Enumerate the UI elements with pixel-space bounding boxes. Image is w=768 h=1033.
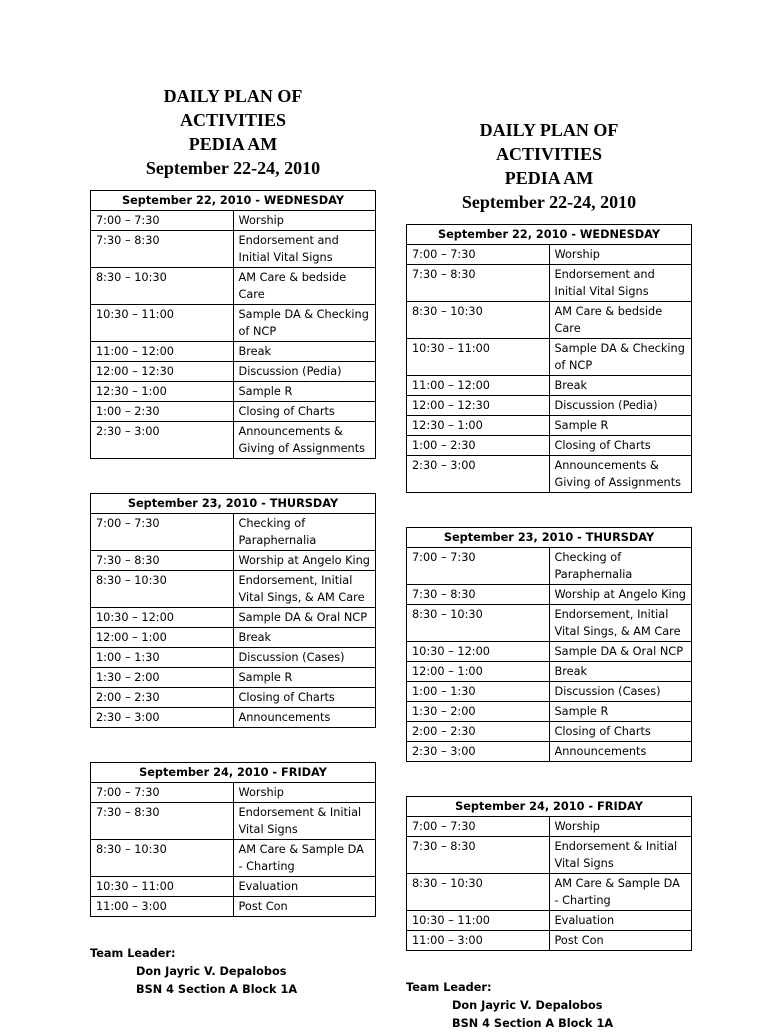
activity-cell: Sample R xyxy=(549,416,692,436)
activity-cell: Sample R xyxy=(549,702,692,722)
time-cell: 10:30 – 11:00 xyxy=(407,339,550,376)
activity-cell: Evaluation xyxy=(233,877,376,897)
activity-cell: Sample DA & Checking of NCP xyxy=(233,305,376,342)
table-row xyxy=(91,648,376,668)
time-cell: 12:30 – 1:00 xyxy=(91,382,234,402)
time-cell: 2:30 – 3:00 xyxy=(91,708,234,728)
activity-cell: Sample R xyxy=(233,668,376,688)
activity-cell: Discussion (Cases) xyxy=(549,682,692,702)
table-row xyxy=(407,396,692,416)
table-row xyxy=(91,628,376,648)
time-cell: 10:30 – 11:00 xyxy=(407,911,550,931)
activity-cell: Sample DA & Checking of NCP xyxy=(549,339,692,376)
table-row xyxy=(407,874,692,911)
table-row xyxy=(91,551,376,571)
table-row xyxy=(91,231,376,268)
time-cell: 8:30 – 10:30 xyxy=(407,302,550,339)
team-leader-block xyxy=(406,979,692,1033)
activity-cell: Worship at Angelo King xyxy=(549,585,692,605)
activity-cell: Endorsement and Initial Vital Signs xyxy=(233,231,376,268)
time-cell: 1:30 – 2:00 xyxy=(407,702,550,722)
table-row xyxy=(407,931,692,951)
table-row xyxy=(407,456,692,493)
table-row xyxy=(407,416,692,436)
team-leader-section: BSN 4 Section A Block 1A xyxy=(136,983,298,996)
activity-cell: Evaluation xyxy=(549,911,692,931)
table-row xyxy=(91,608,376,628)
team-leader-name: Don Jayric V. Depalobos xyxy=(136,965,287,978)
activity-cell: Post Con xyxy=(233,897,376,917)
day-title: September 22, 2010 - WEDNESDAY xyxy=(91,191,376,211)
activity-cell: Break xyxy=(549,376,692,396)
time-cell: 10:30 – 12:00 xyxy=(91,608,234,628)
team-leader-section: BSN 4 Section A Block 1A xyxy=(452,1017,614,1030)
document-heading xyxy=(406,118,692,214)
table-row xyxy=(91,840,376,877)
time-cell: 10:30 – 11:00 xyxy=(91,877,234,897)
activity-cell: Sample R xyxy=(233,382,376,402)
table-row xyxy=(91,688,376,708)
activity-cell: Closing of Charts xyxy=(549,722,692,742)
table-row xyxy=(91,402,376,422)
time-cell: 1:00 – 2:30 xyxy=(91,402,234,422)
table-row xyxy=(407,682,692,702)
activity-cell: Endorsement, Initial Vital Sings, & AM Care xyxy=(549,605,692,642)
schedule-table-wednesday xyxy=(406,224,692,493)
time-cell: 7:00 – 7:30 xyxy=(407,817,550,837)
activity-cell: Discussion (Cases) xyxy=(233,648,376,668)
day-title: September 24, 2010 - FRIDAY xyxy=(407,797,692,817)
schedule-table-thursday xyxy=(406,527,692,762)
document-heading xyxy=(90,84,376,180)
activity-cell: AM Care & bedside Care xyxy=(233,268,376,305)
team-leader-name: Don Jayric V. Depalobos xyxy=(452,999,603,1012)
heading-line-2: ACTIVITIES xyxy=(495,144,603,164)
time-cell: 7:30 – 8:30 xyxy=(91,803,234,840)
time-cell: 7:30 – 8:30 xyxy=(91,231,234,268)
activity-cell: Break xyxy=(549,662,692,682)
time-cell: 2:30 – 3:00 xyxy=(407,742,550,762)
activity-cell: Break xyxy=(233,628,376,648)
time-cell: 11:00 – 12:00 xyxy=(91,342,234,362)
time-cell: 8:30 – 10:30 xyxy=(407,605,550,642)
time-cell: 2:00 – 2:30 xyxy=(407,722,550,742)
activity-cell: Endorsement & Initial Vital Signs xyxy=(233,803,376,840)
table-row xyxy=(91,422,376,459)
heading-line-1: DAILY PLAN OF xyxy=(163,86,303,106)
heading-line-3: PEDIA AM xyxy=(504,168,594,188)
time-cell: 1:00 – 2:30 xyxy=(407,436,550,456)
table-row xyxy=(407,642,692,662)
table-row xyxy=(407,265,692,302)
table-row xyxy=(407,302,692,339)
time-cell: 8:30 – 10:30 xyxy=(91,571,234,608)
time-cell: 2:30 – 3:00 xyxy=(407,456,550,493)
activity-cell: Worship at Angelo King xyxy=(233,551,376,571)
activity-cell: Break xyxy=(233,342,376,362)
schedule-table-friday xyxy=(406,796,692,951)
time-cell: 7:30 – 8:30 xyxy=(91,551,234,571)
time-cell: 8:30 – 10:30 xyxy=(91,268,234,305)
table-row xyxy=(407,837,692,874)
day-title: September 23, 2010 - THURSDAY xyxy=(407,528,692,548)
activity-cell: Sample DA & Oral NCP xyxy=(549,642,692,662)
table-row xyxy=(407,339,692,376)
activity-cell: Worship xyxy=(233,783,376,803)
heading-line-3: PEDIA AM xyxy=(188,134,278,154)
activity-cell: AM Care & Sample DA - Charting xyxy=(549,874,692,911)
heading-line-2: ACTIVITIES xyxy=(179,110,287,130)
table-row xyxy=(407,605,692,642)
table-row xyxy=(91,783,376,803)
table-row xyxy=(407,436,692,456)
activity-cell: AM Care & Sample DA - Charting xyxy=(233,840,376,877)
activity-cell: Worship xyxy=(233,211,376,231)
activity-cell: Sample DA & Oral NCP xyxy=(233,608,376,628)
schedule-copy-left xyxy=(90,84,376,999)
table-row xyxy=(91,514,376,551)
time-cell: 1:00 – 1:30 xyxy=(91,648,234,668)
time-cell: 8:30 – 10:30 xyxy=(407,874,550,911)
table-row xyxy=(407,376,692,396)
table-row xyxy=(91,571,376,608)
activity-cell: Closing of Charts xyxy=(233,688,376,708)
time-cell: 7:00 – 7:30 xyxy=(91,211,234,231)
table-row xyxy=(407,742,692,762)
time-cell: 12:00 – 1:00 xyxy=(407,662,550,682)
schedule-table-friday xyxy=(90,762,376,917)
table-row xyxy=(91,668,376,688)
time-cell: 12:00 – 1:00 xyxy=(91,628,234,648)
table-row xyxy=(91,342,376,362)
day-title: September 23, 2010 - THURSDAY xyxy=(91,494,376,514)
table-row xyxy=(407,548,692,585)
table-row xyxy=(91,897,376,917)
time-cell: 2:00 – 2:30 xyxy=(91,688,234,708)
activity-cell: Closing of Charts xyxy=(233,402,376,422)
table-row xyxy=(407,585,692,605)
activity-cell: Checking of Paraphernalia xyxy=(233,514,376,551)
time-cell: 11:00 – 3:00 xyxy=(407,931,550,951)
schedule-table-thursday xyxy=(90,493,376,728)
team-leader-label: Team Leader: xyxy=(406,981,492,994)
time-cell: 7:30 – 8:30 xyxy=(407,837,550,874)
activity-cell: Announcements xyxy=(233,708,376,728)
activity-cell: Post Con xyxy=(549,931,692,951)
table-row xyxy=(91,211,376,231)
time-cell: 12:00 – 12:30 xyxy=(91,362,234,382)
table-row xyxy=(407,911,692,931)
time-cell: 7:00 – 7:30 xyxy=(407,245,550,265)
time-cell: 8:30 – 10:30 xyxy=(91,840,234,877)
activity-cell: Announcements & Giving of Assignments xyxy=(549,456,692,493)
table-row xyxy=(91,877,376,897)
time-cell: 10:30 – 11:00 xyxy=(91,305,234,342)
activity-cell: Worship xyxy=(549,817,692,837)
time-cell: 12:00 – 12:30 xyxy=(407,396,550,416)
table-row xyxy=(407,702,692,722)
day-title: September 24, 2010 - FRIDAY xyxy=(91,763,376,783)
heading-line-4: September 22-24, 2010 xyxy=(145,158,321,178)
activity-cell: AM Care & bedside Care xyxy=(549,302,692,339)
day-title: September 22, 2010 - WEDNESDAY xyxy=(407,225,692,245)
time-cell: 7:30 – 8:30 xyxy=(407,265,550,302)
schedule-copy-right xyxy=(406,118,692,1033)
table-row xyxy=(91,382,376,402)
table-row xyxy=(91,362,376,382)
table-row xyxy=(91,305,376,342)
table-row xyxy=(91,803,376,840)
team-leader-label: Team Leader: xyxy=(90,947,176,960)
time-cell: 12:30 – 1:00 xyxy=(407,416,550,436)
time-cell: 2:30 – 3:00 xyxy=(91,422,234,459)
heading-line-4: September 22-24, 2010 xyxy=(461,192,637,212)
time-cell: 10:30 – 12:00 xyxy=(407,642,550,662)
time-cell: 7:00 – 7:30 xyxy=(91,783,234,803)
activity-cell: Announcements & Giving of Assignments xyxy=(233,422,376,459)
activity-cell: Discussion (Pedia) xyxy=(549,396,692,416)
time-cell: 7:30 – 8:30 xyxy=(407,585,550,605)
table-row xyxy=(407,722,692,742)
activity-cell: Discussion (Pedia) xyxy=(233,362,376,382)
time-cell: 1:30 – 2:00 xyxy=(91,668,234,688)
time-cell: 7:00 – 7:30 xyxy=(91,514,234,551)
schedule-table-wednesday xyxy=(90,190,376,459)
time-cell: 7:00 – 7:30 xyxy=(407,548,550,585)
table-row xyxy=(407,245,692,265)
activity-cell: Worship xyxy=(549,245,692,265)
table-row xyxy=(407,817,692,837)
activity-cell: Checking of Paraphernalia xyxy=(549,548,692,585)
team-leader-block xyxy=(90,945,376,999)
activity-cell: Endorsement and Initial Vital Signs xyxy=(549,265,692,302)
table-row xyxy=(91,708,376,728)
activity-cell: Closing of Charts xyxy=(549,436,692,456)
activity-cell: Announcements xyxy=(549,742,692,762)
activity-cell: Endorsement, Initial Vital Sings, & AM Care xyxy=(233,571,376,608)
time-cell: 11:00 – 3:00 xyxy=(91,897,234,917)
heading-line-1: DAILY PLAN OF xyxy=(479,120,619,140)
time-cell: 1:00 – 1:30 xyxy=(407,682,550,702)
table-row xyxy=(407,662,692,682)
activity-cell: Endorsement & Initial Vital Signs xyxy=(549,837,692,874)
time-cell: 11:00 – 12:00 xyxy=(407,376,550,396)
table-row xyxy=(91,268,376,305)
